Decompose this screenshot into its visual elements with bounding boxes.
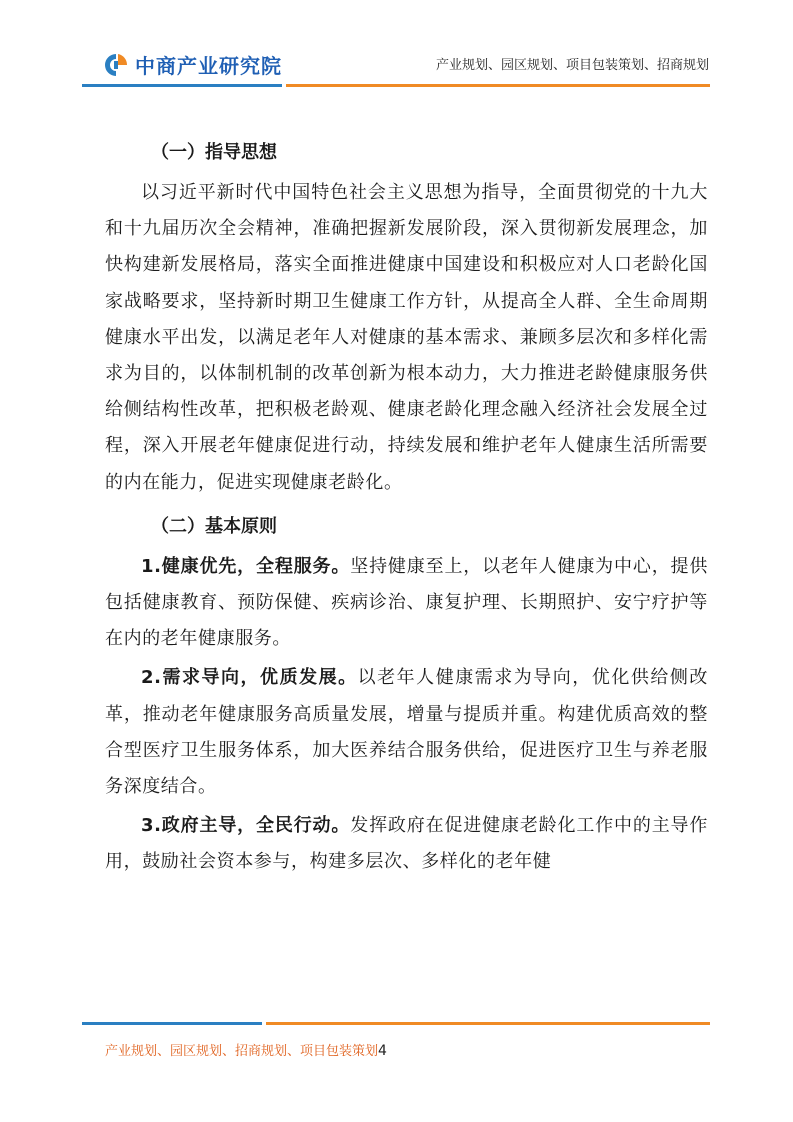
logo-icon [103,52,129,78]
principle-2-text: 以老年人健康需求为导向，优化供给侧改革，推动老年健康服务高质量发展，增量与提质并重。构建优质高效的整合型医疗卫生服务体系，加大医养结合服务供给，促进医疗卫生与养老服务深度结合。 [105,667,708,798]
principle-3-lead: 3.政府主导，全民行动。 [141,815,351,837]
principle-2 [105,660,708,805]
footer-rule-orange [266,1022,710,1025]
header-logo [103,50,282,79]
header-rule-orange [286,84,710,87]
footer-rule-blue [82,1022,262,1025]
paragraph-guiding: 以习近平新时代中国特色社会主义思想为指导，全面贯彻党的十九大和十九届历次全会精神，准确把握新发展阶段，深入贯彻新发展理念，加快构建新发展格局，落实全面推进健康中国建设和积极应对人口老龄化国家战略要求，坚持新时期卫生健康工作方针，从提高全人群、全生命周期健康水平出发，以满足老年人对健康的基本需求、兼顾多层次和多样化需求为目的，以体制机制的改革创新为根本动力，大力推进老龄健康服务供给侧结构性改革，把积极老龄观、健康老龄化理念融入经济社会发展全过程，深入开展老年健康促进行动，持续发展和维护老年人健康生活所需要的内在能力，促进实现健康老龄化。 [105,182,708,493]
principle-3 [105,808,708,880]
principle-1 [105,549,708,658]
principle-2-lead: 2.需求导向，优质发展。 [141,667,358,689]
document-body [105,130,708,884]
header-tagline: 产业规划、园区规划、项目包装策划、招商规划 [435,58,709,73]
logo-text: 中商产业研究院 [135,54,282,78]
principle-1-lead: 1.健康优先，全程服务。 [141,555,351,577]
principle-3-text: 发挥政府在促进健康老龄化工作中的主导作用，鼓励社会资本参与，构建多层次、多样化的老年健 [105,815,708,873]
principle-1-text: 坚持健康至上，以老年人健康为中心，提供包括健康教育、预防保健、疾病诊治、康复护理、长期照护、安宁疗护等在内的老年健康服务。 [105,555,708,650]
page-number: 4 [378,1043,387,1059]
header-rule-blue [82,84,282,87]
section-heading-principles: （二）基本原则 [151,515,277,537]
footer [105,1040,387,1059]
section-heading-guiding: （一）指导思想 [151,142,277,163]
footer-text: 产业规划、园区规划、招商规划、项目包装策划 [105,1044,379,1059]
